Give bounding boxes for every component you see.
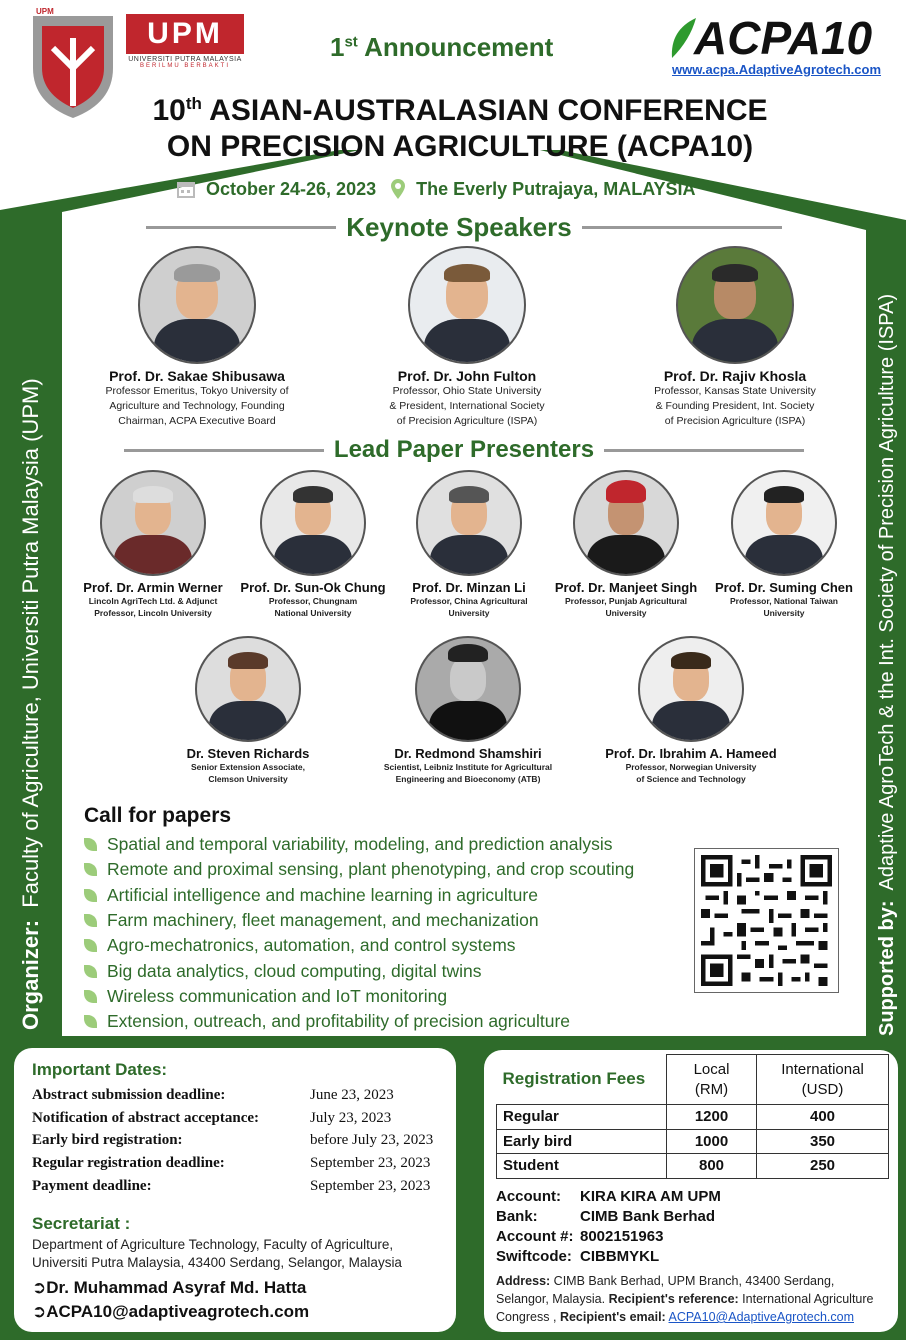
speaker-affiliation: of Precision Agriculture (ISPA) (396, 415, 538, 427)
lead-presenter (706, 470, 862, 619)
speaker-affiliation: of Precision Agriculture (ISPA) (664, 415, 806, 427)
topic-item: Artificial intelligence and machine learning in agriculture (84, 883, 634, 908)
divider-line (604, 449, 804, 452)
keynote-speaker (82, 246, 312, 429)
presenter-name: Prof. Dr. Ibrahim A. Hameed (605, 746, 777, 761)
conference-dates: October 24-26, 2023 (206, 178, 377, 199)
lead-presenter (392, 470, 546, 619)
speaker-affiliation: Professor, Kansas State University (654, 385, 816, 397)
topic-item: Wireless communication and IoT monitoring (84, 984, 634, 1009)
presenter-affiliation: Professor, Punjab Agricultural (564, 596, 688, 606)
fee-category: Regular (497, 1105, 667, 1130)
fee-category: Student (497, 1154, 667, 1179)
leaf-bullet-icon (84, 889, 97, 902)
presenter-name: Prof. Dr. Suming Chen (715, 580, 853, 595)
presenter-affiliation: of Science and Technology (636, 774, 746, 784)
leaf-bullet-icon (84, 863, 97, 876)
speaker-name: Prof. Dr. Sakae Shibusawa (109, 368, 285, 384)
presenter-photo (638, 636, 744, 742)
bank-details (496, 1186, 721, 1266)
contact-name-row: ➲Dr. Muhammad Asyraf Md. Hatta (32, 1277, 307, 1297)
topic-item: Extension, outreach, and profitability of precision agriculture (84, 1009, 634, 1034)
important-dates-heading: Important Dates: (32, 1060, 168, 1079)
fee-category: Early bird (497, 1129, 667, 1154)
presenter-photo (100, 470, 206, 576)
presenter-affiliation: Lincoln AgriTech Ltd. & Adjunct (88, 596, 218, 606)
presenter-photo (260, 470, 366, 576)
topic-item: Remote and proximal sensing, plant phenotyping, and crop scouting (84, 857, 634, 882)
conference-title: 10th ASIAN-AUSTRALASIAN CONFERENCE ON PRECISION AGRICULTURE (ACPA10) (152, 94, 768, 163)
secretariat-address: Department of Agriculture Technology, Faculty of Agriculture, Universiti Putra Malaysia, 43400 Serdang, Selangor, Malaysia (32, 1236, 402, 1270)
topic-item: Agro-mechatronics, automation, and control systems (84, 933, 634, 958)
local-column-header: Local (RM) (667, 1055, 757, 1105)
acpa10-logo (668, 6, 892, 62)
presenter-name: Prof. Dr. Minzan Li (412, 580, 526, 595)
fee-international: 400 (757, 1105, 889, 1130)
lead-heading: Lead Paper Presenters (333, 436, 595, 463)
presenter-affiliation: University (605, 608, 647, 618)
topics-list (84, 832, 634, 1034)
divider-line (582, 226, 782, 229)
lead-presenter (236, 470, 390, 619)
presenter-affiliation: Clemson University (208, 774, 288, 784)
topic-item: Spatial and temporal variability, modeling, and prediction analysis (84, 832, 634, 857)
speaker-name: Prof. Dr. John Fulton (397, 368, 537, 384)
topic-item: Big data analytics, cloud computing, digital twins (84, 958, 634, 983)
date-row: Abstract submission deadline: June 23, 2023 (32, 1086, 394, 1103)
speaker-photo (676, 246, 794, 364)
keynote-heading: Keynote Speakers (346, 212, 572, 242)
fee-local: 800 (667, 1154, 757, 1179)
fee-row (497, 1154, 889, 1179)
lead-presenter (368, 636, 568, 785)
presenter-affiliation: University (448, 608, 490, 618)
speaker-affiliation: Agriculture and Technology, Founding (109, 400, 285, 412)
upm-wordmark (126, 14, 244, 69)
presenter-name: Dr. Redmond Shamshiri (394, 746, 542, 761)
date-row: Notification of abstract acceptance: July 23, 2023 (32, 1109, 392, 1126)
presenter-name: Prof. Dr. Armin Werner (83, 580, 223, 595)
date-row: Payment deadline: September 23, 2023 (32, 1178, 431, 1195)
presenter-photo (573, 470, 679, 576)
upm-crest-logo (28, 8, 118, 120)
arrow-right-icon: ➲ (32, 1301, 47, 1321)
calendar-icon (176, 179, 196, 199)
leaf-bullet-icon (84, 914, 97, 927)
speaker-affiliation: Chairman, ACPA Executive Board (118, 415, 276, 427)
presenter-affiliation: Professor, National Taiwan (729, 596, 838, 606)
date-row: Regular registration deadline: September 23, 2023 (32, 1155, 431, 1172)
arrow-right-icon: ➲ (32, 1277, 47, 1297)
bank-accno-row: Account #: 8002151963 (496, 1227, 664, 1245)
keynote-speaker (620, 246, 850, 429)
lead-presenter (596, 636, 786, 785)
qr-code[interactable] (694, 848, 839, 993)
fee-international: 350 (757, 1129, 889, 1154)
fee-row (497, 1105, 889, 1130)
topic-item: Farm machinery, fleet management, and mechanization (84, 908, 634, 933)
dates-secretariat-card (14, 1048, 456, 1332)
presenter-affiliation: Scientist, Leibniz Institute for Agricultural (383, 762, 553, 772)
presenter-name: Prof. Dr. Manjeet Singh (554, 580, 698, 595)
speaker-photo (138, 246, 256, 364)
presenter-affiliation: Engineering and Bioeconomy (ATB) (395, 774, 541, 784)
fee-row (497, 1129, 889, 1154)
lead-presenter (170, 636, 326, 785)
speaker-affiliation: & President, International Society (389, 400, 545, 412)
leaf-bullet-icon (84, 838, 97, 851)
divider-line (146, 226, 336, 229)
organizer-vertical-text: Organizer: Faculty of Agriculture, Universiti Putra Malaysia (UPM) (18, 378, 43, 1030)
call-for-papers-heading: Call for papers (84, 804, 232, 827)
presenter-affiliation: Professor, Norwegian University (625, 762, 757, 772)
keynote-speaker (352, 246, 582, 429)
recipient-email-link[interactable]: ACPA10@AdaptiveAgrotech.com (668, 1310, 854, 1324)
bank-address: Address: CIMB Bank Berhad, UPM Branch, 43400 Serdang, Selangor, Malaysia. Recipient's reference: International Agriculture Congress , Recipient's email: ACPA10@AdaptiveAgrotech.com (496, 1274, 874, 1324)
bank-account-row: Account: KIRA KIRA AM UPM (496, 1187, 721, 1205)
speaker-affiliation: Professor, Ohio State University (392, 385, 542, 397)
announcement-heading: 1st Announcement (330, 32, 554, 62)
speaker-name: Prof. Dr. Rajiv Khosla (663, 368, 807, 384)
presenter-affiliation: Professor, Chungnam (268, 596, 358, 606)
bank-swift-row: Swiftcode: CIBBMYKL (496, 1247, 660, 1265)
location-pin-icon (390, 178, 406, 200)
fee-local: 1000 (667, 1129, 757, 1154)
speaker-affiliation: & Founding President, Int. Society (655, 400, 815, 412)
conference-venue: The Everly Putrajaya, MALAYSIA (416, 178, 696, 199)
international-column-header: International (USD) (757, 1055, 889, 1105)
secretariat-contacts (32, 1276, 438, 1324)
supporter-vertical-text: Supported by: Adaptive AgroTech & the Int. Society of Precision Agriculture (ISPA) (876, 293, 898, 1036)
contact-email-row[interactable]: ➲ACPA10@adaptiveagrotech.com (32, 1301, 310, 1321)
upm-subtitle: UNIVERSITI PUTRA MALAYSIA (128, 56, 242, 63)
speaker-affiliation: Professor Emeritus, Tokyo University of (105, 385, 289, 397)
presenter-affiliation: Professor, China Agricultural (410, 596, 528, 606)
qr-code-pattern (701, 855, 832, 986)
svg-text:UPM: UPM (36, 8, 54, 16)
svg-text:ACPA10: ACPA10 (694, 12, 873, 62)
upm-motto: BERILMU BERBAKTI (139, 63, 230, 69)
leaf-bullet-icon (84, 990, 97, 1003)
bank-name-row: Bank: CIMB Bank Berhad (496, 1207, 716, 1225)
leaf-bullet-icon (84, 1015, 97, 1028)
lead-heading-row (62, 436, 866, 464)
date-venue-line (176, 178, 696, 200)
presenter-photo (415, 636, 521, 742)
presenter-affiliation: National University (274, 608, 352, 618)
presenter-photo (195, 636, 301, 742)
keynote-heading-row (62, 212, 866, 243)
presenter-affiliation: Professor, Lincoln University (94, 608, 212, 618)
fees-header-row (497, 1055, 889, 1105)
upm-wordmark-text: UPM (126, 14, 244, 54)
speaker-photo (408, 246, 526, 364)
presenter-affiliation: University (763, 608, 805, 618)
presenter-name: Dr. Steven Richards (186, 746, 310, 761)
registration-fees-heading: Registration Fees (502, 1069, 646, 1089)
date-row: Early bird registration: before July 23, 2023 (32, 1132, 434, 1149)
acpa-website-link[interactable]: www.acpa.AdaptiveAgrotech.com (672, 62, 882, 77)
divider-line (124, 449, 324, 452)
lead-presenter (548, 470, 704, 619)
secretariat-heading: Secretariat : (32, 1213, 131, 1233)
important-dates-list (32, 1084, 438, 1198)
presenter-photo (731, 470, 837, 576)
lead-presenter (76, 470, 230, 619)
presenter-affiliation: Senior Extension Associate, (191, 762, 305, 772)
registration-fees-table (496, 1054, 889, 1179)
leaf-bullet-icon (84, 965, 97, 978)
presenter-name: Prof. Dr. Sun-Ok Chung (240, 580, 386, 595)
presenter-photo (416, 470, 522, 576)
fee-international: 250 (757, 1154, 889, 1179)
leaf-bullet-icon (84, 939, 97, 952)
fee-local: 1200 (667, 1105, 757, 1130)
